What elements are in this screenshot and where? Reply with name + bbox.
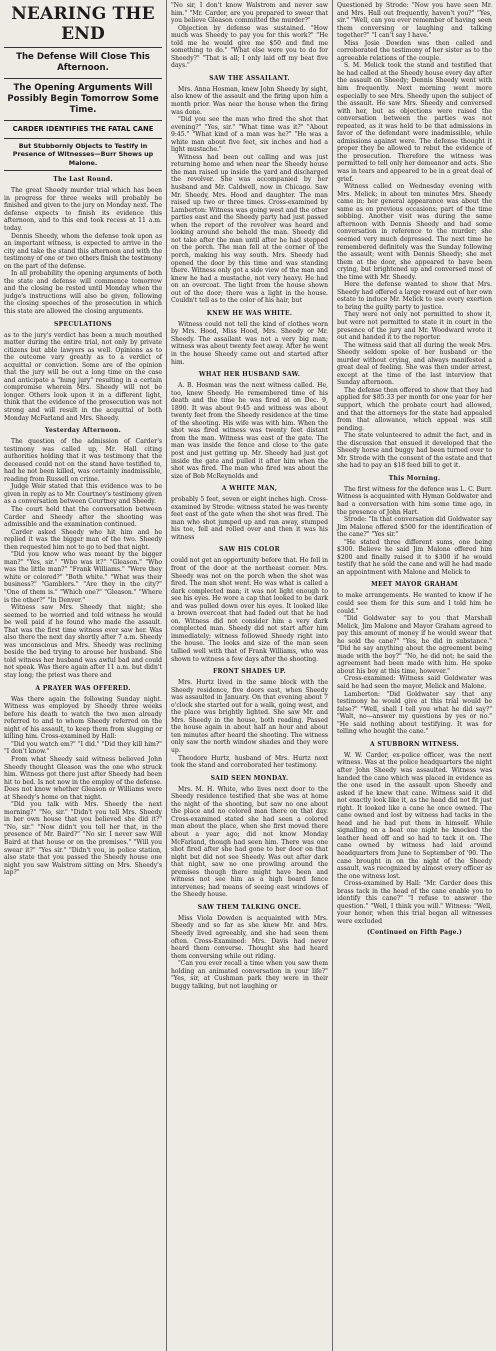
deck-opening-arguments: The Opening Arguments Will Possibly Begin Tomorrow Some Time. bbox=[7, 83, 159, 115]
divider bbox=[4, 170, 162, 171]
paragraph: Mrs. M. H. White, who lives next door to the Sheedy residence testified that she was at home the night of the shooting, but saw no one about the place and no colored man there on that day. Cross-examined stated she had seen a colored man about the place, when she first moved there about a year ago; did not know Monday McFarland, though had seen him. There was one shot fired after she had gone to her door on that night but did not see Sheedy. Was out after dark that night, saw no one prowling around the premises though there might have been and witness not see him as a high board fence intervenes; had means of seeing east windows of the Sheedy house. bbox=[171, 785, 328, 899]
paragraph: From what Sheedy said witness believed John Sheedy thought Gleason was the one who struck him. Witness got there just after Sheedy had been hit to bed. Is not now in the employ of the defense. Does not know whether Gleason or Williams were at Sheedy's home on that night. bbox=[4, 755, 162, 801]
paragraph: A. B. Hosman was the next witness called. He, too, knew Sheedy. He remembered time of his death and the time he was fired at on Dec. 9, 1890. It was about 9:45 and witness was about twenty feet from the Sheedy residence at the time of the shooting. His wife was with him. When the shot was fired witness was twenty feet distant from the man. Witness was east of the gate. The man was inside the fence and close to the gate post and just getting up. Mr. Sheedy had just got inside the gate and pulled it after him when the shot was fired. The man who fired was about the size of Bob McReynolds and bbox=[171, 382, 328, 480]
paragraph: Mrs. Hurtz lived in the same block with the Sheedy residence, five doors east, when Sheedy was assaulted in January. On that evening about 7 o'clock she started out for a walk, going west, and the place was brightly lighted. She saw Mr. and Mrs. Sheedy in the house, both reading. Passed the house again in about half an hour and about ten minutes after heard the shooting. The witness only saw the north window shades and they were up. bbox=[171, 679, 328, 755]
paragraph: Cross-examined: Witness said Goldwater was said he had seen the mayor, Melick and Malone. bbox=[337, 675, 492, 691]
subhead-talking-once: SAW THEM TALKING ONCE. bbox=[197, 903, 302, 911]
subhead-knew-white: KNEW HE WAS WHITE. bbox=[206, 309, 293, 317]
paragraph: Lamberton: "Did Goldwater say that any testimony he would give at this trial would be false?" "Well, shall I tell you what he did say?" "Walt, no—answer my questions by yes or no." "He said nothing about testifying. It was for telling who bought the cane." bbox=[337, 690, 492, 736]
article-body-col1 bbox=[4, 176, 162, 876]
subhead-prayer: A PRAYER WAS OFFERED. bbox=[35, 684, 131, 692]
deck-carder-cane: CARDER IDENTIFIES THE FATAL CANE bbox=[12, 125, 154, 133]
paragraph: Objection by defense was sustained. "How much was Sheedy to pay you for this work?" "He told me he would give me $50 and find me something to do." "What else were you to do for Sheedy?" "That is all; I only laid off my beat five days." bbox=[171, 24, 328, 70]
subhead-husband-saw: WHAT HER HUSBAND SAW. bbox=[198, 371, 301, 379]
subhead-saw-color: SAW HIS COLOR bbox=[219, 546, 280, 554]
paragraph: The question of the admission of Carder's testimony was called up, Mr. Hall citing authorities holding that it was testimony that the deceased could not on the stand have testified to, had he not been killed, was certainly inadmissible, reading from Russell on crime. bbox=[4, 438, 162, 483]
paragraph: Dennis Sheedy, whom the defense took upon as an important witness, is expected to arrive in the city and take the stand this afternoon and with the testimony of one or two others finish the testimony on the part of the defense. bbox=[4, 232, 162, 270]
paragraph: The defense then offered to show that they had applied for $85.33 per month for one year for her support, which the probate court had allowed, and that the attorneys for the state had appealed from that allowance, which appeal was still pending. bbox=[337, 386, 492, 432]
column-2 bbox=[167, 0, 333, 1351]
deck-defense-close: The Defense Will Close This Afternoon. bbox=[16, 52, 150, 73]
paragraph: Cross-examined by Hall: "Mr. Carder does this brass tack in the head of the cane enable you to identify this cane?" "I refuse to answer the question." "Well, I think you will." Witness: "Well, your honor, when this trial began all witnesses were excluded bbox=[337, 880, 492, 925]
paragraph: "No sir, I don't know Walstrom and never saw him." "Mr. Carder, are you prepared to swear that you believe Gleason committed the murder?" bbox=[171, 2, 328, 25]
divider bbox=[4, 78, 162, 79]
paragraph: "Can you ever recall a time when you saw them holding an animated conversation in your life?" "Yes, sir, at Cushman park they were in their buggy talking, but not laughing or bbox=[171, 960, 328, 990]
column-3 bbox=[333, 0, 496, 1351]
subhead-white-man: A WHITE MAN, bbox=[221, 485, 278, 493]
paragraph: Witness saw Mrs. Sheedy that night; she seemed to be worried and told witness he would be well paid if he found who made the assault. That was the first time witness ever saw her. Was also there the next day shortly after 7 a.m. Sheedy was unconscious and Mrs. Sheedy was reclining beside the bed trying to arouse her husband. She told witness her husband was awful bad and could not speak. Was there again after 11 a.m. but didn't stay long; the priest was there and bbox=[4, 604, 162, 680]
paragraph: "Did you see the man who fired the shot that evening?" "Yes, sir." "What time was it?" "About 9:45." "What kind of a man was he?" "He was a white man about five feet, six inches and had a light mustache." bbox=[171, 116, 328, 154]
paragraph: to make arrangements. He wanted to know if he could see them for this sum and I told him he could." bbox=[337, 592, 492, 615]
paragraph: The first witness for the defence was L. C. Burr. Witness is acquainted with Hyman Goldwater and had a conversation with him some time ago, in the presence of John Hart. bbox=[337, 485, 492, 516]
column-1 bbox=[0, 0, 167, 1351]
paragraph: Miss Viola Dowden is acquainted with Mrs. Sheedy and so far as she knew Mr. and Mrs. Sheedy lived agreeably, and she had seen them often. Cross-Examined: Mrs. Davis had never heard them converse. Thought she had heard them conversing while out riding. bbox=[171, 914, 328, 960]
paragraph: Strode: "In that conversation did Goldwater say Jim Malone offered $500 for the identification of the cane?" "Yes sir." bbox=[337, 516, 492, 539]
paragraph: Carder asked Sheedy who hit him and he replied it was the bigger man of the two. Sheedy then requested him not to go to bed that night. bbox=[4, 528, 162, 551]
paragraph: Here the defense wanted to show that Mrs. Sheedy had offered a large reward out of her own estate to induce Mr. Melick to use every exertion to bring the guilty party to justice. bbox=[337, 281, 492, 311]
paragraph: S. M. Melick took the stand and testified that he had called at the Sheedy house every day after the assault on Sheedy; Dennis Sheedy went with him frequently. Next morning went more especially to see Mrs. Sheedy upon the subject of the assault. He saw Mrs. Sheedy and conversed with her, but as objections were raised the conversation between the parties was not repeated, as it was held to be that admissions in favor of the defendant were inadmissible, while admissions against were. The defense thought it proper they be allowed to rebut the evidence of the prosecution. Therefore the witness was permitted to tell only her demeanor and acts. She was in tears and appeared to be in a great deal of grief. bbox=[337, 62, 492, 183]
divider bbox=[4, 120, 162, 121]
paragraph: "Did Goldwater say to you that Marshall Melick, Jim Malone and Mayor Graham agreed to pay this amount of money if he would swear that he sold the cane?" "Yes, he did in substance." "Did he say anything about the agreement being made with the boy?" "No, he did not; he said the agreement had been made with him. He spoke about his boy at this time, however." bbox=[337, 615, 492, 675]
paragraph: Theodore Hurtz, husband of Mrs. Hurtz next took the stand and corroborated her testimony. bbox=[171, 754, 328, 770]
subhead-last-round: The Last Round. bbox=[53, 176, 113, 184]
paragraph: The court held that the conversation between Carder and Sheedy after the shooting was admissible and the examination continued. bbox=[4, 506, 162, 529]
subhead-seen-monday: SAID SEEN MONDAY. bbox=[210, 774, 289, 782]
paragraph: "Did you watch em?" "I did." "Did they kill him?" "I don't know." bbox=[4, 740, 162, 756]
paragraph: Witness could not tell the kind of clothes worn by Mrs. Hood, Miss Hood, Mrs. Sheedy or Mr. Sheedy. The assailant was not a very big man; witness was about twenty feet away. After he went in the house Sheedy came out and started after him. bbox=[171, 320, 328, 366]
masthead-title: NEARING THE END bbox=[11, 4, 155, 44]
subhead-front-shades: FRONT SHADES UP. bbox=[212, 668, 286, 676]
subhead-yesterday: Yesterday Afternoon. bbox=[44, 427, 122, 435]
divider bbox=[4, 138, 162, 139]
subhead-stubborn-witness: A STUBBORN WITNESS. bbox=[370, 740, 459, 748]
paragraph: Witness called on Wednesday evening with Mrs. Melick; in about ten minutes Mrs. Sheedy came in; her general appearance was about the same as on previous occasions; part of the time sobbing. Another visit was during the same afternoon with Dennis Sheedy and had some conversation in reference to the murder; she seemed very much depressed. The next time he remembered definitely was the Sunday following the assault; went with Dennis Sheedy; she met them at the door, she appeared to have been crying, but brightened up and conversed most of the time with Mr. Sheedy. bbox=[337, 183, 492, 281]
paragraph: The witness said that all during the week Mrs. Sheedy seldom spoke of her husband or the murder without crying, and always manifested a great deal of feeling. She was then under arrest, except at the time of the last interview that Sunday afternoon. bbox=[337, 341, 492, 387]
subhead-this-morning: This Morning. bbox=[388, 474, 441, 482]
paragraph: W. W. Carder, ex-police officer, was the next witness. Was at the police headquarters the night after John Sheedy was assaulted. Witness was handed the cane which was placed in evidence as the one used in the assault upon Sheedy and asked if he knew that cane. Witness said it did not exactly look like it, as the head did not fit just right. It looked like a cane he once owned. The cane owned and lost by witness had tacks in the head and he had put them in himself. While signalling on a beat one night he knocked the leather head off and so had to tack it on. The cane owned by witness had laid around headquarters from June to September of '90. The cane brought in on the night of the Sheedy assault, was recognized by almost every officer as the one witness lost. bbox=[337, 751, 493, 880]
paragraph: The state volunteered to admit the fact, and in the discussion that ensued it developed that the Sheedy horse and buggy had been turned over to Mr. Strode with the consent of the estate and that she had to pay an $18 feed bill to get it. bbox=[337, 432, 492, 470]
article-body-col3 bbox=[337, 2, 492, 936]
paragraph: Was there again the following Sunday night. Witness was employed by Sheedy three weeks before his death to watch the two men already referred to and to whom Sheedy referred on the night of his assault, to keep them from slugging or killing him. Cross-examined by Hall: bbox=[4, 695, 162, 741]
paragraph: Witness had been out calling and was just returning home and when near the Sheedy house the man raised up inside the yard and discharged the revolver. She was accompanied by her husband and Mr. Caldwell, now in Chicago. Saw Mr. Sheedy, Mrs. Hood and daughter. The man raised up two or three times. Cross-examined by Lamberton: Witness was going west and the other parties east and the Sheedy party had just passed when the report of the revolver was heard and looking around she beheld the man. Sheedy did not take after the man until after he had stepped on the porch. The man fell at the corner of the porch, making his way south. Mrs. Sheedy had opened the door by this time and was standing there. Witness only got a side view of the man and knew he had a mustache, not very heavy. He had on an overcoat. The light from the house shown out of the door; there was a light in the house. Couldn't tell as to the color of his hair, but bbox=[171, 153, 328, 305]
paragraph: Miss Josie Dowden was then called and corroborated the testimony of her sister as to the agreeable relations of the couple. bbox=[337, 39, 492, 62]
paragraph: "Did you know who was meant by the bigger man?" "Yes, sir." "Who was it?" "Gleason." "Who was the little man?" "Frank Williams." "Were they white or colored?" "Both white." "What was their business?" "Gamblers." "Are they in the city?" "One of them is." "Which one?" "Gleason." "Where is the other?" "In Denver." bbox=[4, 551, 162, 604]
paragraph: Judge Weir stated that this evidence was to be given in reply as to Mr. Courtney's testimony given as a conversation between Courtney and Sheedy. bbox=[4, 483, 162, 506]
paragraph: "Did you talk with Mrs. Sheedy the next morning?" "No, sir." "Didn't you tell Mrs. Sheedy in her own house that you believed she did it?" "No, sir." "Now didn't you tell her that, in the presence of Mr. Baird?" "No sir. I never saw Will Baird at that house or on the premises." "Will you swear it?" "Yes sir." "Didn't you, in police station, also state that you passed the Sheedy house one night you saw Walstrom sitting on Mrs. Sheedy's lap?" bbox=[4, 801, 162, 877]
paragraph: as to the jury's verdict has been a much mouthed matter during the entire trial, not only by private citizens but able lawyers as well. Opinions as to the outcome vary greatly as to a verdict of acquittal or conviction. Some are of the opinion that the jury will be out a long time on the case and anticipate a "hung jury" resulting in a certain compromise wherein Mrs. Sheedy will not be longer. Others look upon it in a different light, think that the evidence of the prosecution was not strong and will result in the acquittal of both Monday McFarland and Mrs. Sheedy. bbox=[4, 331, 162, 422]
paragraph: In all probability the opening arguments of both the state and defense will commence tomorrow and the closing be rested until Monday when the judge's instructions will also be given, following the closing speeches of the prosecution in which this state are allowed the closing arguments. bbox=[4, 270, 162, 315]
paragraph: The great Sheedy murder trial which has been in progress for three weeks will probably be finished and given to the jury on Monday next. The defense expects to finish its evidence this afternoon, and to this end took recess at 11 a.m. today. bbox=[4, 187, 162, 232]
subhead-speculations: SPECULATIONS bbox=[54, 320, 112, 328]
subhead-saw-assailant: SAW THE ASSAILANT. bbox=[209, 74, 290, 82]
paragraph: Mrs. Anna Hosman, knew John Sheedy by sight, also knew of the assault and the firing upon him a month prior. Was near the house when the firing was done. bbox=[171, 85, 328, 116]
continued-note: (Continued on Fifth Page.) bbox=[366, 929, 463, 937]
subhead-mayor-graham: MEET MAYOR GRAHAM bbox=[371, 581, 458, 589]
divider bbox=[4, 47, 162, 48]
paragraph: They were not only not permitted to show it, but were not permitted to state it in court in the presence of the jury and Mr. Woodward wrote it out and handed it to the reporter. bbox=[337, 311, 492, 342]
deck-objects: But Stubbornly Objects to Testify in Presence of Witnesses—Burr Shows up Malone. bbox=[12, 142, 154, 167]
article-body-col2 bbox=[171, 2, 328, 990]
paragraph: "He stated three different sums, one being $300. Believe he said Jim Malone offered him $200 and finally raised it to $300 if he would testify that he sold the cane and will he had made an appointment with Malone and Melick to bbox=[337, 538, 492, 576]
paragraph: could not get an opportunity before that. He fell in front of the door at the northeast corner. Mrs. Sheedy was not on the porch when the shot was fired. The man shot went. He was what is called a dark complected man; it was not light enough to see his eyes. He wore a cap that looked to be dark and was pulled down over his eyes. It looked like a brown overcoat that had faded out that he had on. Witness did not consider him a very dark complected man. Sheedy did not start after him immediately; witness followed Sheedy right into the house. The looks and size of the man seen tallied well with that of Frank Williams, who was shown to witness a few days after the shooting. bbox=[171, 557, 328, 663]
paragraph: Questioned by Strode: "Now you have seen Mr. and Mrs. Hall out frequently, haven't you?" "Yes, sir." "Well, can you ever remember of having seen them conversing or laughing and talking together?" "I can't say I have." bbox=[337, 2, 492, 40]
paragraph: probably 5 feet, seven or eight inches high. Cross-examined by Strode: witness stated he was twenty feet east of the gate when the shot was fired. The man who shot jumped up and ran away, stumped his toe, fell and rolled over and then it was his witness bbox=[171, 496, 328, 541]
